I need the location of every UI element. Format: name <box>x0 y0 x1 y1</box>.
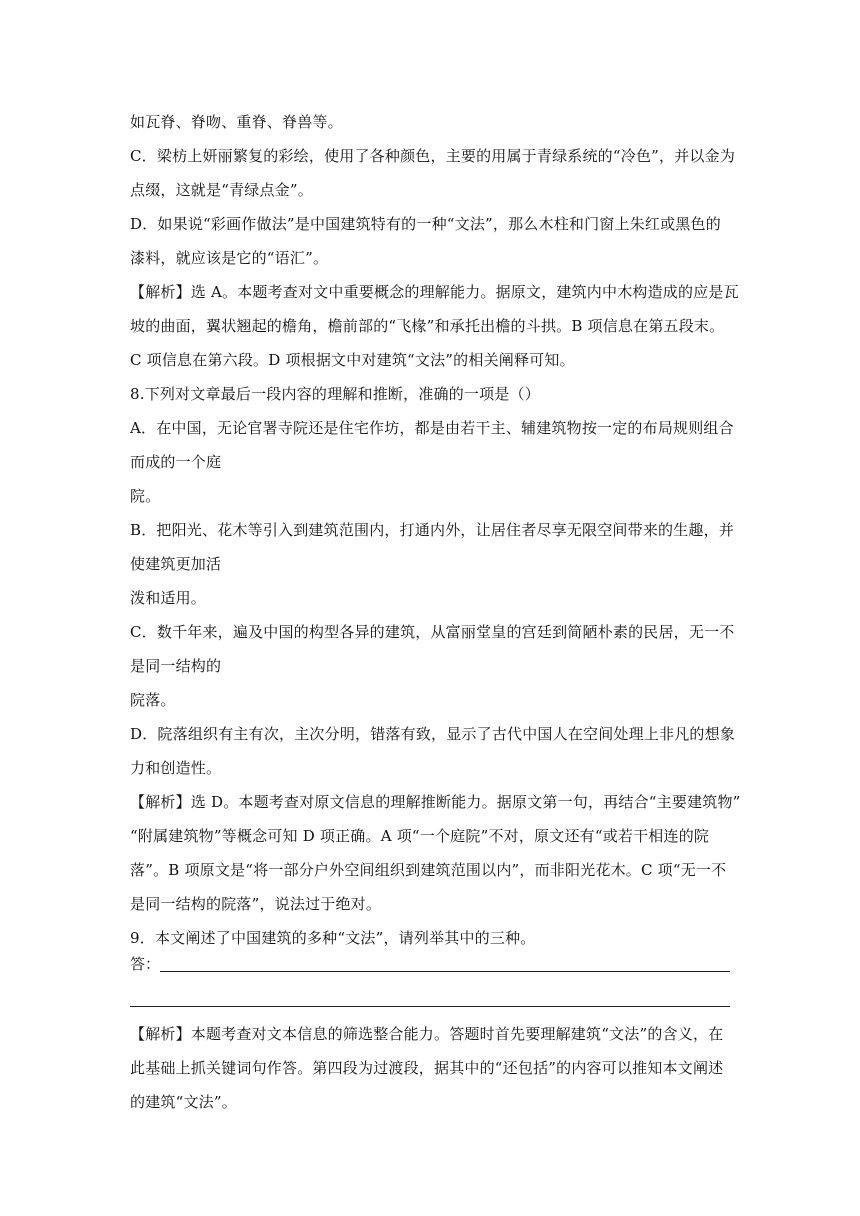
text-line: 院。 <box>130 487 161 505</box>
text-line: 如瓦脊、脊吻、重脊、脊兽等。 <box>130 113 343 131</box>
analysis-line: 【解析】本题考查对文本信息的筛选整合能力。答题时首先要理解建筑“文法”的含义，在 <box>130 1025 724 1043</box>
text-line: 点缀，这就是“青绿点金”。 <box>130 181 313 199</box>
text-line: 力和创造性。 <box>130 759 222 777</box>
analysis-line: “附属建筑物”等概念可知 D 项正确。A 项“一个庭院”不对，原文还有“或若干相连的院 <box>130 827 710 845</box>
text-line: 泼和适用。 <box>130 589 207 607</box>
question-9: 9．本文阐述了中国建筑的多种“文法”，请列举其中的三种。 <box>130 929 536 947</box>
analysis-line: 是同一结构的院落”，说法过于绝对。 <box>130 895 382 913</box>
analysis-line: 坡的曲面，翼状翘起的檐角，檐前部的“飞椽”和承托出檐的斗拱。B 项信息在第五段末。 <box>130 317 725 335</box>
option-d-line: D．如果说“彩画作做法”是中国建筑特有的一种“文法”，那么木柱和门窗上朱红或黑色的 <box>130 215 721 233</box>
option-b-line: B．把阳光、花木等引入到建筑范围内，打通内外，让居住者尽享无限空间带来的生趣，并 <box>130 521 735 539</box>
analysis-line: 落”。B 项原文是“将一部分户外空间组织到建筑范围以内”，而非阳光花木。C 项“无一不 <box>130 861 727 879</box>
text-line: 而成的一个庭 <box>130 453 222 471</box>
analysis-line: C 项信息在第六段。D 项根据文中对建筑“文法”的相关阐释可知。 <box>130 351 575 369</box>
text-line: 漆料，就应该是它的“语汇”。 <box>130 249 329 267</box>
analysis-line: 的建筑“文法”。 <box>130 1093 237 1111</box>
option-d-line: D．院落组织有主有次，主次分明，错落有致，显示了古代中国人在空间处理上非凡的想象 <box>130 725 736 743</box>
text-line: 使建筑更加活 <box>130 555 222 573</box>
question-8: 8.下列对文章最后一段内容的理解和推断，准确的一项是（） <box>130 385 540 403</box>
option-a-line: A．在中国，无论官署寺院还是住宅作坊，都是由若干主、辅建筑物按一定的布局规则组合 <box>130 419 734 437</box>
option-c-line: C．梁枋上妍丽繁复的彩绘，使用了各种颜色，主要的用属于青绿系统的“冷色”，并以金为 <box>130 147 736 165</box>
text-line: 院落。 <box>130 691 176 709</box>
answer-line[interactable] <box>130 1006 730 1007</box>
answer-label: 答： <box>130 955 161 973</box>
text-line: 是同一结构的 <box>130 657 222 675</box>
analysis-line: 此基础上抓关键词句作答。第四段为过渡段，据其中的“还包括”的内容可以推知本文阐述 <box>130 1059 724 1077</box>
analysis-line: 【解析】选 A。本题考查对文中重要概念的理解能力。据原文，建筑内中木构造成的应是瓦 <box>130 283 739 301</box>
analysis-line: 【解析】选 D。本题考查对原文信息的理解推断能力。据原文第一句，再结合“主要建筑物” <box>130 793 741 811</box>
option-c-line: C．数千年来，遍及中国的构型各异的建筑，从富丽堂皇的宫廷到简陋朴素的民居，无一不 <box>130 623 735 641</box>
answer-line[interactable] <box>160 971 730 972</box>
